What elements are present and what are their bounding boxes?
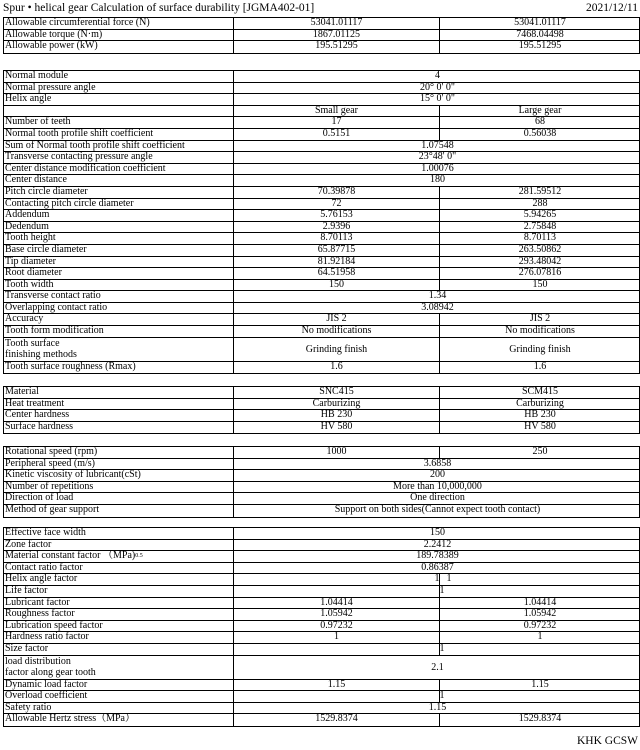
table-row: Transverse contact ratio 1.34 — [4, 291, 639, 303]
table-row: Direction of load One direction — [4, 493, 639, 505]
table-row: Lubricant factor 1.04414 1.04414 — [4, 598, 639, 610]
factor-table — [3, 527, 640, 727]
table-row: Surface hardness HV 580 HV 580 — [5, 420, 556, 432]
table-row: Tooth form modification No modifications No modifications — [4, 326, 639, 338]
table-row: Life factor 1 — [4, 586, 639, 598]
table-row: Number of teeth 17 68 — [4, 117, 639, 129]
table-row: Overload coefficient 1 — [4, 691, 639, 703]
gear-geometry-table — [3, 70, 640, 374]
table-row: Rotational speed (rpm) 1000 250 — [4, 447, 639, 459]
brand-footer: KHK GCSW — [576, 735, 638, 747]
table-row: Dedendum 2.9396 2.75848 — [4, 222, 639, 234]
table-row: Center distance modification coefficient 1.00076 — [4, 164, 639, 176]
table-row: Lubrication speed factor 0.97232 0.97232 — [4, 621, 639, 633]
table-row: Center distance 180 — [4, 175, 639, 187]
gear-column-header: Small gear Large gear — [4, 106, 639, 118]
table-row: Center hardness HB 230 HB 230 — [4, 410, 639, 422]
table-row: Tooth surface roughness (Rmax) 1.6 1.6 — [5, 360, 547, 372]
table-row: Peripheral speed (m/s) 3.6858 — [4, 459, 639, 471]
table-row: Material SNC415 SCM415 — [4, 387, 639, 399]
table-row: Addendum 5.76153 5.94265 — [4, 210, 639, 222]
table-row: Tip diameter 81.92184 293.48042 — [4, 257, 639, 269]
table-row: Material constant factor （MPa)$^{0.5}$ 189.78389 — [4, 551, 639, 563]
table-row: Tooth height 8.70113 8.70113 — [4, 233, 639, 245]
allowable-summary-table — [3, 17, 640, 54]
table-row: Helix angle 15° 0' 0" — [4, 94, 639, 106]
table-row: Method of gear support Support on both sides(Cannot expect tooth contact) — [5, 503, 541, 515]
table-row: Helix angle factor 1 1 — [4, 574, 639, 586]
table-row: Safety ratio 1.15 — [4, 703, 639, 715]
table-row: Accuracy JIS 2 JIS 2 — [4, 314, 639, 326]
table-row: Number of repetitions More than 10,000,000 — [4, 482, 639, 494]
table-row: Zone factor 2.2412 — [4, 540, 639, 552]
table-row: Kinetic viscosity of lubricant(cSt) 200 — [4, 470, 639, 482]
table-row: Allowable torque (N·m) 1867.01125 7468.04498 — [4, 30, 639, 42]
table-row: Contacting pitch circle diameter 72 288 — [4, 199, 639, 211]
table-row: Overlapping contact ratio 3.08942 — [4, 303, 639, 315]
report-date: 2021/12/11 — [586, 2, 638, 14]
table-row: Allowable circumferential force (N) 53041.01117 53041.01117 — [4, 18, 639, 30]
table-row: Hardness ratio factor 1 1 — [4, 632, 639, 644]
table-row: Sum of Normal tooth profile shift coefficient 1.07548 — [4, 141, 639, 153]
table-row: Normal module 4 — [4, 71, 639, 83]
table-row: Tooth surface finishing methods Grinding finish Grinding finish — [4, 338, 639, 362]
table-row: Normal pressure angle 20° 0' 0" — [4, 83, 639, 95]
table-row: Roughness factor 1.05942 1.05942 — [4, 609, 639, 621]
table-row: Pitch circle diameter 70.39878 281.59512 — [4, 187, 639, 199]
table-row: Effective face width 150 — [4, 528, 639, 540]
operating-conditions-table — [3, 446, 640, 518]
table-row: load distribution factor along gear tooth 2.1 — [4, 656, 639, 680]
table-row: Root diameter 64.51958 276.07816 — [4, 268, 639, 280]
table-row: Size factor 1 — [4, 644, 639, 656]
table-row: Dynamic load factor 1.15 1.15 — [4, 680, 639, 692]
report-header — [3, 2, 640, 16]
material-table — [3, 386, 640, 434]
table-row: Contact ratio factor 0.86387 — [4, 563, 639, 575]
table-row: Heat treatment Carburizing Carburizing — [4, 399, 639, 411]
table-row: Normal tooth profile shift coefficient 0.5151 0.56038 — [4, 129, 639, 141]
table-row: Transverse contacting pressure angle 23°48' 0" — [4, 152, 639, 164]
table-row: Allowable Hertz stress（MPa） 1529.8374 1529.8374 — [5, 713, 562, 725]
table-row: Base circle diameter 65.87715 263.50862 — [4, 245, 639, 257]
table-row: Allowable power (kW) 195.51295 195.51295 — [5, 40, 562, 52]
table-row: Tooth width 150 150 — [4, 280, 639, 292]
report-title: Spur • helical gear Calculation of surface durability [JGMA402-01] — [3, 2, 315, 14]
